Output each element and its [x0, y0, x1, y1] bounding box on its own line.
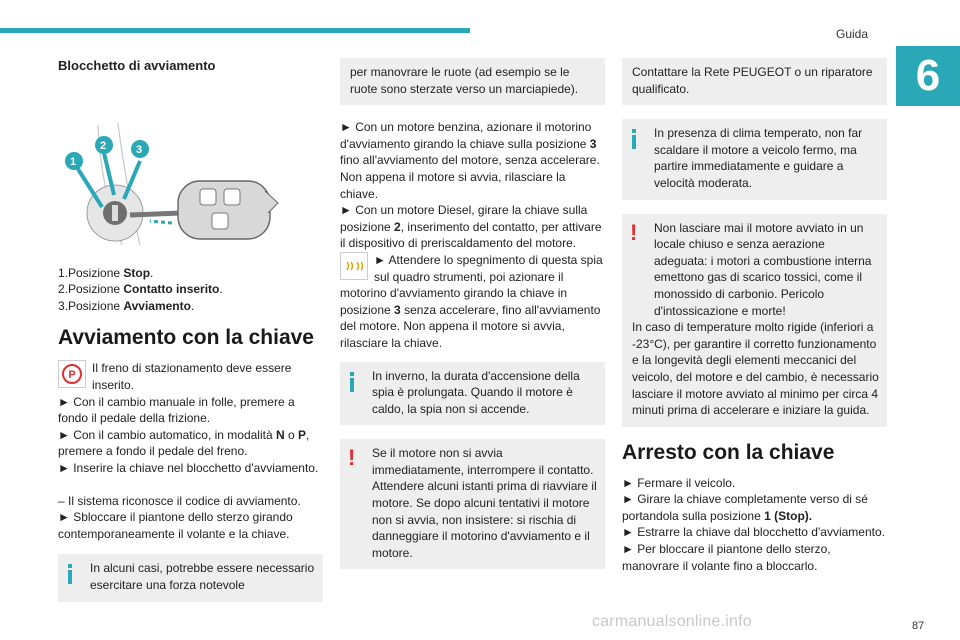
column-3 — [622, 58, 887, 574]
info-icon — [348, 372, 356, 392]
info-box-contact: Contattare la Rete PEUGEOT o un riparatore qualificato. — [622, 58, 887, 105]
top-accent-bar — [0, 28, 470, 33]
column-2 — [340, 58, 605, 583]
warning-icon: ! — [348, 445, 356, 471]
stop-step-4: ► Per bloccare il piantone dello sterzo, manovrare il volante fino a bloccarlo. — [622, 542, 831, 573]
manual-gearbox-step: ► Con il cambio manuale in folle, premere a fondo il pedale della frizione. — [58, 394, 295, 426]
preheat-note: ► Attendere lo spegnimento di questa spia sul quadro strumenti, poi azionare il motorino d'avviamento girando la chiave in posizione 3 senza accelerare, fino all'avviamento del motore. Non appena il motore si avvia, rilasciare la chiave. — [340, 252, 603, 350]
diesel-step: ► Con un motore Diesel, girare la chiave sulla posizione 2, inserimento del contatto, per attivare il dispositivo di preriscaldamento del motore. — [340, 203, 602, 251]
petrol-step: ► Con un motore benzina, azionare il motorino d'avviamento girando la chiave sulla posizione 3 fino all'avviamento del motore, senza accelerare. Non appena il motore si avvia, rilasciare la chiave. — [340, 120, 600, 201]
chapter-number: 6 — [896, 46, 960, 106]
code-recognition: – Il sistema riconosce il codice di avviamento. — [58, 493, 301, 508]
warning-box-no-start: ! Se il motore non si avvia immediatamente, interrompere il contatto. Attendere alcuni istanti prima di riavviare il motore. Se dopo alcuni tentativi il motore non si avvia, non insistere: si rischia di danneggiare il motorino d'avviamento e il motore. — [340, 439, 605, 569]
ignition-title: Blocchetto di avviamento — [58, 58, 216, 73]
info-box-winter: In inverno, la durata d'accensione della spia è prolungata. Quando il motore è caldo, la spia non si accende. — [340, 362, 605, 426]
key-illustration — [60, 95, 280, 245]
brake-text: Il freno di stazionamento deve essere inserito. — [92, 361, 292, 392]
preheat-icon — [340, 252, 368, 280]
info-box-force: In alcuni casi, potrebbe essere necessario esercitare una forza notevole — [58, 554, 323, 601]
stop-step-2: ► Girare la chiave completamente verso di sé portandola sulla posizione 1 (Stop). — [622, 492, 868, 523]
footer-watermark: carmanualsonline.info — [592, 613, 752, 630]
position-2: 2.Posizione Contatto inserito. — [58, 282, 223, 297]
column-1 — [58, 58, 323, 616]
figure-label-3: 3 — [136, 143, 143, 156]
warning-icon: ! — [630, 219, 638, 245]
page-number: 87 — [912, 620, 925, 632]
insert-key-step: ► Inserire la chiave nel blocchetto d'avviamento. — [58, 460, 319, 475]
info-box-temperate: In presenza di clima temperato, non far scaldare il motore a veicolo fermo, ma partire immediatamente e guidare a velocità moderata. — [622, 119, 887, 199]
info-icon — [630, 129, 638, 149]
stop-heading: Arresto con la chiave — [622, 440, 835, 464]
stop-step-1: ► Fermare il veicolo. — [622, 475, 736, 490]
stop-step-3: ► Estrarre la chiave dal blocchetto d'avviamento. — [622, 525, 885, 540]
brake-note — [58, 360, 323, 393]
auto-gearbox-step: ► Con il cambio automatico, in modalità N o P, premere a fondo il pedale del freno. — [58, 427, 310, 459]
section-title: Guida — [836, 27, 869, 41]
svg-text:P: P — [68, 369, 76, 382]
position-1: 1.Posizione Stop. — [58, 265, 154, 280]
start-heading: Avviamento con la chiave — [58, 326, 314, 350]
figure-label-2: 2 — [100, 139, 107, 152]
warning-box-closed-room: ! Non lasciare mai il motore avviato in un locale chiuso e senza aerazione adeguata: i motori a combustione interna emettono gas di scarico tossici, come il monossido di carbonio. Pericolo d'intossicazione e morte! In caso di temperature molto rigide (inferiori a -23°C), per garantire il corretto funzionamento e la longevità degli elementi meccanici del veicolo, del motore e del cambio, è necessario lasciare il motore avviato al minimo per circa 4 minuti prima di accelerare e iniziare la guida. — [622, 214, 887, 427]
parking-brake-icon — [58, 360, 86, 388]
position-3: 3.Posizione Avviamento. — [58, 298, 195, 313]
figure-label-1: 1 — [70, 155, 77, 168]
key-ignition-figure — [60, 95, 280, 245]
info-icon — [66, 564, 74, 584]
info-box-continued: per manovrare le ruote (ad esempio se le ruote sono sterzate verso un marciapiede). — [340, 58, 605, 105]
unlock-steering-step: ► Sbloccare il piantone dello sterzo girando contemporaneamente il volante e la chiave. — [58, 510, 293, 541]
